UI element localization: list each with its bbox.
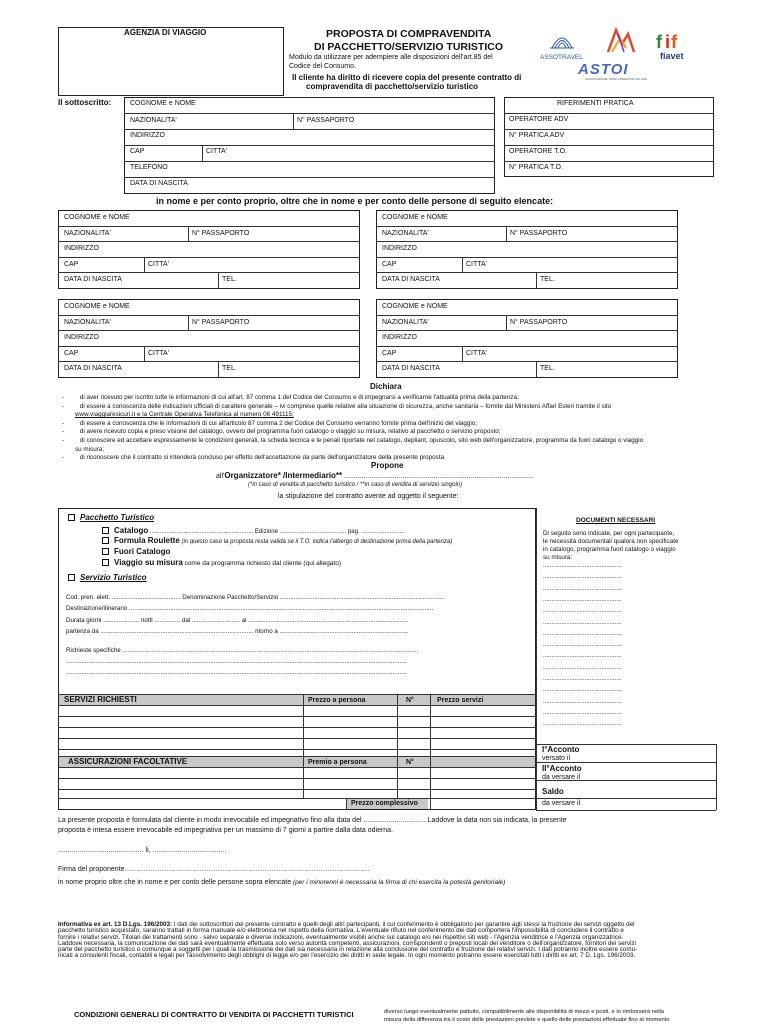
dichiara-item: - di riconoscere che il contratto si intenderà concluso per effetto dell'accettazione da parte dell'organizzatore della presente proposta bbox=[62, 454, 445, 462]
companion-nazionalita-field[interactable]: NAZIONALITA' bbox=[382, 318, 429, 326]
saldo-label: Saldo bbox=[542, 787, 564, 796]
form-notice-line1: Il cliente ha diritto di ricevere copia del presente contratto di bbox=[292, 73, 522, 82]
pacchetto-checkbox[interactable] bbox=[68, 514, 75, 521]
documenti-line[interactable]: ............................................... bbox=[543, 664, 622, 671]
riferimenti-title: RIFERIMENTI PRATICA bbox=[557, 100, 634, 107]
prezzo-complessivo-label: Prezzo complessivo bbox=[351, 800, 418, 807]
companion-passaporto-field[interactable]: N° PASSAPORTO bbox=[192, 318, 250, 326]
documenti-text: su misura: bbox=[543, 554, 573, 561]
servizi-header: SERVIZI RICHIESTI bbox=[64, 695, 137, 704]
documenti-text: Di seguito sono indicate, per ogni partecipante, bbox=[543, 530, 675, 537]
servizio-option[interactable]: Servizio Turistico bbox=[68, 574, 147, 582]
propone-note: (*in caso di vendita di pacchetto turistico / **in caso di vendita di servizio singolo) bbox=[248, 482, 463, 488]
informativa-line: fornire i relativi servizi. Titolari dei trattamenti sono - salvo separate e diverse indicazioni, eventualmente visibili anche sul catalogo e/o nei rispettivi siti web - l'Agenzia venditrice e l'Agenzia organizzatrice. bbox=[58, 933, 624, 941]
companion-nascita-field[interactable]: DATA DI NASCITA bbox=[382, 365, 440, 372]
richieste-field[interactable]: Richieste specifiche ............................................................................................................................................................................ bbox=[66, 647, 419, 654]
companion-tel-field[interactable]: TEL. bbox=[222, 365, 237, 372]
informativa-line: pacchetto turistico acquistato, saranno trattati in forma manuale e/o elettronica nel rispetto della normativa. L'eventuale rifiuto nel conferimento dei dati comporterà l'impossibilità di concludere il contratto e bbox=[58, 927, 624, 935]
documenti-line[interactable]: ............................................... bbox=[543, 653, 622, 660]
astoi-star-logo bbox=[602, 26, 640, 56]
richieste-line[interactable]: ...................................................................................................................................................................................................... bbox=[66, 669, 407, 676]
dichiara-item: - di aver ricevuto per iscritto tutte le informazioni di cui all'art. 87 comma 1 del Codice del Consumo e di impegnarsi a verificarne l'attualità prima della partenza; bbox=[62, 394, 519, 401]
riferimenti-row[interactable]: N° PRATICA ADV bbox=[509, 132, 565, 139]
form-subtitle-line2: Codice del Consumo. bbox=[289, 63, 356, 70]
cod-field[interactable]: Cod. pren. elett. ........................................ Denominazione Pacchetto/Servizio ............................................................................................... bbox=[66, 594, 444, 601]
companion-tel-field[interactable]: TEL. bbox=[222, 276, 237, 283]
companion-cap-field[interactable]: CAP bbox=[64, 260, 79, 268]
svg-text:f: f bbox=[656, 32, 662, 50]
acconto2-label: II°Acconto bbox=[542, 764, 582, 773]
form-title-line2: DI PACCHETTO/SERVIZIO TURISTICO bbox=[314, 41, 504, 53]
catalogo-checkbox[interactable] bbox=[102, 527, 109, 534]
svg-text:f: f bbox=[671, 32, 677, 50]
proposta-line1: La presente proposta è formulata dal cliente in modo irrevocabile ed impegnativo fino alla data del ................................ Laddove la data non sia indicata, la presente bbox=[58, 817, 567, 824]
propone-title: Propone bbox=[371, 461, 404, 470]
subscriber-citta-field[interactable]: CITTA' bbox=[206, 148, 228, 155]
documenti-line[interactable]: ............................................... bbox=[543, 608, 622, 615]
dichiara-title: Dichiara bbox=[370, 382, 402, 391]
documenti-line[interactable]: ............................................... bbox=[543, 585, 622, 592]
subscriber-telefono-field[interactable]: TELEFONO bbox=[130, 164, 168, 171]
documenti-line[interactable]: ............................................... bbox=[543, 574, 622, 581]
catalogo-option[interactable]: Catalogo .............................................................. Edizione ........................................ pag. .......................... bbox=[102, 527, 405, 535]
dichiara-item: - di avere ricevuto copia e preso visione del catalogo, ovvero del programma fuori catalogo o viaggio su misura, relativo al pacchetto o servizio proposto; bbox=[62, 428, 501, 436]
dichiara-item-cont: su misura; bbox=[75, 445, 105, 453]
companion-nascita-field[interactable]: DATA DI NASCITA bbox=[64, 276, 122, 283]
documenti-title: DOCUMENTI NECESSARI bbox=[576, 517, 656, 524]
pacchetto-option[interactable]: Pacchetto Turistico bbox=[68, 514, 154, 522]
condizioni-right-line1: diverso luogo eventualmente pattuito, compatibilmente alle disponibilità di mezzi e posti, e lo rimborserà nella bbox=[384, 1009, 665, 1015]
form-subtitle-line1: Modulo da utilizzare per adempiere alle disposizioni dell'art.85 del bbox=[289, 54, 493, 61]
companion-cap-field[interactable]: CAP bbox=[64, 349, 79, 357]
versato-label[interactable]: versato il bbox=[542, 755, 571, 762]
da-versare-label[interactable]: da versare il bbox=[542, 774, 581, 781]
da-versare-saldo-label[interactable]: da versare il bbox=[542, 800, 581, 807]
companion-citta-field[interactable]: CITTA' bbox=[148, 349, 170, 357]
propone-line[interactable]: all'Organizzatore* /Intermediario** ................................................................................................. bbox=[216, 471, 533, 480]
documenti-line[interactable]: ............................................... bbox=[543, 698, 622, 705]
subscriber-cap-field[interactable]: CAP bbox=[130, 148, 145, 155]
informativa-block bbox=[58, 922, 718, 960]
documenti-line[interactable]: ............................................... bbox=[543, 676, 622, 682]
companion-passaporto-field[interactable]: N° PASSAPORTO bbox=[192, 229, 250, 237]
subscriber-cognome-field[interactable]: COGNOME e NOME bbox=[130, 100, 196, 107]
premio-header: Premio a persona bbox=[308, 759, 367, 766]
companion-tel-field[interactable]: TEL. bbox=[540, 365, 555, 372]
informativa-line: Laddove necessaria, la comunicazione dei dati sarà eventualmente effettuata solo verso autorità competenti, assicurazioni, corrispondenti o preposti locali del venditore o dell'organizzatore, fornitori dei servizi bbox=[58, 939, 636, 947]
companion-passaporto-field[interactable]: N° PASSAPORTO bbox=[510, 229, 568, 237]
proposta-line2: proposta è intesa essere irrevocabile ed impegnativa per un massimo di 7 giorni a partire dalla data odierna. bbox=[58, 827, 394, 834]
astoi-label: ASTOI bbox=[578, 61, 629, 78]
prezzo-servizi-header: Prezzo servizi bbox=[437, 697, 484, 704]
assicurazioni-header: ASSICURAZIONI FACOLTATIVE bbox=[68, 757, 188, 766]
companion-cognome-field[interactable]: COGNOME e NOME bbox=[382, 214, 448, 221]
companion-cap-field[interactable]: CAP bbox=[382, 260, 397, 268]
companion-tel-field[interactable]: TEL. bbox=[540, 276, 555, 283]
agency-box[interactable] bbox=[58, 27, 284, 96]
riferimenti-row[interactable]: OPERATORE ADV bbox=[509, 116, 569, 123]
dest-field[interactable]: Destinazione/itinerario ................................................................................................................................................................................. bbox=[66, 605, 434, 612]
companion-nascita-field[interactable]: DATA DI NASCITA bbox=[382, 276, 440, 283]
partenza-field[interactable]: partenza da ......................................................................................... ritorno a ........................................................................... bbox=[66, 628, 409, 635]
subscriber-label: Il sottoscritto: bbox=[58, 98, 112, 107]
documenti-text: le necessità documentali qualora non specificate bbox=[543, 538, 679, 545]
companion-nazionalita-field[interactable]: NAZIONALITA' bbox=[64, 229, 111, 237]
form-notice-line2: compravendita di pacchetto/servizio turistico bbox=[306, 82, 479, 91]
servizio-checkbox[interactable] bbox=[68, 574, 75, 581]
num-header: N° bbox=[406, 697, 414, 704]
persons-heading: in nome e per conto proprio, oltre che in nome e per conto delle persone di seguito elencate: bbox=[156, 196, 554, 206]
assotravel-label: ASSOTRAVEL bbox=[540, 54, 583, 61]
subscriber-nazionalita-field[interactable]: NAZIONALITA' bbox=[130, 117, 177, 124]
form-title-line1: PROPOSTA DI COMPRAVENDITA bbox=[326, 28, 492, 40]
documenti-line[interactable]: ............................................... bbox=[543, 642, 622, 649]
num-header-2: N° bbox=[406, 759, 414, 766]
fuori-checkbox[interactable] bbox=[102, 548, 109, 555]
subscriber-nascita-field[interactable]: DATA DI NASCITA bbox=[130, 180, 188, 187]
companion-citta-field[interactable]: CITTA' bbox=[466, 349, 488, 357]
firma-field[interactable]: Firma del proponente…………………………………………………………………………………………… bbox=[58, 866, 370, 873]
richieste-line[interactable]: ...................................................................................................................................................................................................... bbox=[66, 658, 407, 665]
documenti-line[interactable]: ............................................... bbox=[543, 563, 622, 569]
riferimenti-row[interactable]: OPERATORE T.O. bbox=[509, 148, 567, 155]
companion-indirizzo-field[interactable]: INDIRIZZO bbox=[382, 334, 417, 341]
informativa-line: Informativa ex art. 13 D.Lgs. 196/2003: I dati dei sottoscrittori del presente contratto e quelli degli altri partecipanti, il cui conferimento è obbligatorio per garantire agli stessi la fruizione dei servizi oggetto del bbox=[58, 921, 635, 928]
documenti-line[interactable]: ............................................... bbox=[543, 687, 622, 694]
subscriber-indirizzo-field[interactable]: INDIRIZZO bbox=[130, 132, 165, 139]
documenti-line[interactable]: ............................................... bbox=[543, 596, 622, 603]
companion-nazionalita-field[interactable]: NAZIONALITA' bbox=[382, 229, 429, 237]
nome-proprio-line: in nome proprio oltre che in nome e per conto delle persone sopra elencate (per i minorenni è necessaria la firma di chi esercita la potestà genitoriale) bbox=[58, 879, 506, 886]
formula-checkbox[interactable] bbox=[102, 537, 109, 544]
durata-field[interactable]: Durata giorni ..................... notti ............... dal ............................ al ............................................................................................. bbox=[66, 617, 409, 624]
dichiara-item: - di essere a conoscenza che le informazioni di cui all'articolo 87 comma 2 del Codice del Consumo verranno fornite prima dell'inizio del viaggio; bbox=[62, 419, 478, 427]
dichiara-item: - di conoscere ed accettare espressamente le condizioni generali, la scheda tecnica e le penali riportate nel catalogo, depliant, opuscolo, sito web dell'organizzatore, programma da fuori catalogo o viaggio bbox=[62, 436, 644, 444]
prezzo-persona-header: Prezzo a persona bbox=[308, 697, 366, 704]
companion-nascita-field[interactable]: DATA DI NASCITA bbox=[64, 365, 122, 372]
condizioni-right-line2: misura della differenza tra il costo delle prestazioni previste e quello delle prestazioni effettuate fino al momento bbox=[384, 1017, 670, 1023]
fiavet-label: fiavet bbox=[660, 51, 684, 61]
documenti-text: in catalogo, programma fuori catalogo o viaggio bbox=[543, 546, 676, 553]
dichiara-list bbox=[62, 394, 722, 463]
companion-cap-field[interactable]: CAP bbox=[382, 349, 397, 357]
companion-citta-field[interactable]: CITTA' bbox=[466, 260, 488, 268]
luogo-data-field[interactable]: ............................................ li, ...................................... bbox=[58, 847, 227, 854]
companion-cognome-field[interactable]: COGNOME e NOME bbox=[64, 303, 130, 310]
dichiara-item: - di essere a conoscenza delle indicazioni ufficiali di carattere generale – ivi comprese quelle relative alla situazione di sicurezza, anche sanitaria – fornite dal Ministero Affari Esteri tramite il sito bbox=[62, 402, 612, 410]
documenti-line[interactable]: ............................................... bbox=[543, 709, 622, 716]
companion-indirizzo-field[interactable]: INDIRIZZO bbox=[382, 245, 417, 252]
companion-indirizzo-field[interactable]: INDIRIZZO bbox=[64, 245, 99, 252]
condizioni-title: CONDIZIONI GENERALI DI CONTRATTO DI VENDITA DI PACCHETTI TURISTICI bbox=[74, 1010, 354, 1019]
companion-cognome-field[interactable]: COGNOME e NOME bbox=[382, 303, 448, 310]
fuori-option[interactable]: Fuori Catalogo bbox=[102, 548, 170, 556]
informativa-line: nicati a consulenti fiscali, contabili e legali per l'assolvimento degli obblighi di legge e/o per l'esercizio dei diritti in sede legale. In ogni momento potranno essere esercitati tutti i diritti ex art. 7 D. Lgs. 196/2003. bbox=[58, 952, 636, 960]
companion-indirizzo-field[interactable]: INDIRIZZO bbox=[64, 334, 99, 341]
agency-label: AGENZIA DI VIAGGIO bbox=[124, 28, 207, 37]
riferimenti-row[interactable]: N° PRATICA T.O. bbox=[509, 164, 563, 171]
documenti-line[interactable]: ............................................... bbox=[543, 630, 622, 637]
svg-text:i: i bbox=[665, 32, 671, 50]
misura-option[interactable]: Viaggio su misura come da programma richiesto dal cliente (qui allegato) bbox=[102, 559, 341, 568]
subscriber-passaporto-field[interactable]: N° PASSAPORTO bbox=[297, 117, 355, 124]
companion-passaporto-field[interactable]: N° PASSAPORTO bbox=[510, 318, 568, 326]
dichiara-item-cont[interactable]: www.viaggiaresicuri.it e la Centrale Operativa Telefonica al numero 06 491115; bbox=[75, 411, 294, 419]
fiavet-symbol-logo bbox=[656, 32, 690, 50]
informativa-line: parte del pacchetto turistico o comunque a soggetti per i quali la trasmissione dei dati sia necessaria in relazione alla conclusione del contratto e fruizione dei relativi servizi. I dati potranno inoltre essere comu- bbox=[58, 946, 638, 954]
documenti-line[interactable]: ............................................... bbox=[543, 619, 622, 626]
astoi-sublabel: ASSOCIAZIONE TOUR OPERATOR ITALIANI bbox=[585, 77, 647, 81]
acconto1-label: I°Acconto bbox=[542, 745, 580, 754]
companion-nazionalita-field[interactable]: NAZIONALITA' bbox=[64, 318, 111, 326]
propone-stipula: la stipulazione del contratto avente ad oggetto il seguente: bbox=[278, 493, 459, 500]
companion-cognome-field[interactable]: COGNOME e NOME bbox=[64, 214, 130, 221]
misura-checkbox[interactable] bbox=[102, 559, 109, 566]
documenti-line[interactable]: ............................................... bbox=[543, 721, 622, 728]
formula-option[interactable]: Formula Roulette (in questo caso la proposta resta valida se il T.O. indica l'albergo di destinazione prima della partenza) bbox=[102, 537, 452, 545]
companion-citta-field[interactable]: CITTA' bbox=[148, 260, 170, 268]
